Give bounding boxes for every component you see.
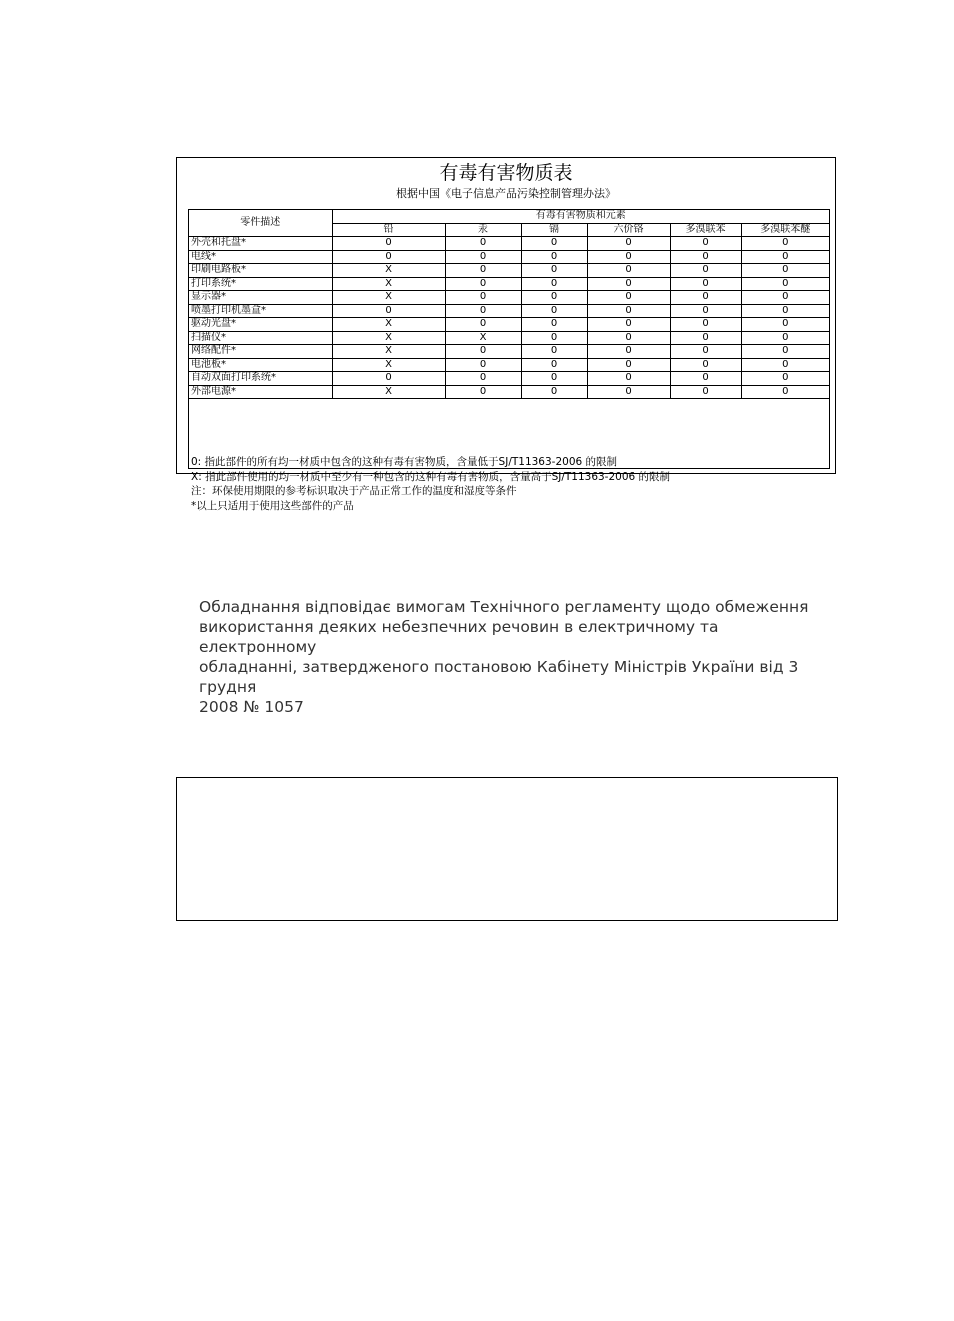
substance-value: X bbox=[445, 331, 521, 345]
part-name: 电线* bbox=[189, 250, 332, 264]
substance-value: 0 bbox=[445, 250, 521, 264]
substance-value: 0 bbox=[521, 372, 587, 386]
substance-value: 0 bbox=[670, 277, 741, 291]
part-name: 印刷电路板* bbox=[189, 264, 332, 278]
substance-value: 0 bbox=[741, 345, 829, 359]
substance-value: 0 bbox=[741, 372, 829, 386]
substance-value: 0 bbox=[445, 345, 521, 359]
substance-value: 0 bbox=[332, 372, 445, 386]
substance-value: 0 bbox=[587, 385, 670, 399]
table-row bbox=[189, 250, 829, 264]
substance-value: 0 bbox=[521, 385, 587, 399]
substance-value: 0 bbox=[521, 345, 587, 359]
part-name: 喷墨打印机墨盒* bbox=[189, 304, 332, 318]
statement-line: використання деяких небезпечних речовин в електричному та електронному bbox=[199, 618, 719, 656]
substance-value: 0 bbox=[741, 237, 829, 251]
table-row bbox=[189, 264, 829, 278]
substance-value: 0 bbox=[332, 250, 445, 264]
substance-header: 汞 bbox=[445, 223, 521, 237]
substance-value: 0 bbox=[521, 277, 587, 291]
table-subtitle: 根据中国《电子信息产品污染控制管理办法》 bbox=[396, 187, 616, 200]
substance-value: 0 bbox=[670, 291, 741, 305]
substance-value: 0 bbox=[587, 291, 670, 305]
substance-value: 0 bbox=[521, 291, 587, 305]
substance-value: X bbox=[332, 358, 445, 372]
substance-value: 0 bbox=[741, 358, 829, 372]
statement-line: 2008 № 1057 bbox=[199, 698, 304, 716]
note-line: 注：环保使用期限的参考标识取决于产品正常工作的温度和湿度等条件 bbox=[191, 485, 517, 497]
substance-header: 镉 bbox=[521, 223, 587, 237]
substance-value: 0 bbox=[741, 264, 829, 278]
substance-value: 0 bbox=[521, 358, 587, 372]
substance-value: 0 bbox=[521, 264, 587, 278]
hazard-table bbox=[189, 210, 829, 399]
substance-value: 0 bbox=[670, 345, 741, 359]
substance-value: 0 bbox=[670, 250, 741, 264]
substance-value: 0 bbox=[332, 304, 445, 318]
substance-value: X bbox=[332, 331, 445, 345]
substance-value: 0 bbox=[445, 264, 521, 278]
table-title: 有毒有害物质表 bbox=[439, 162, 573, 184]
substance-value: 0 bbox=[670, 358, 741, 372]
substance-value: 0 bbox=[741, 250, 829, 264]
substance-value: 0 bbox=[741, 331, 829, 345]
substance-value: 0 bbox=[587, 331, 670, 345]
table-row bbox=[189, 385, 829, 399]
substance-value: 0 bbox=[521, 250, 587, 264]
substance-value: X bbox=[332, 277, 445, 291]
substance-value: 0 bbox=[332, 237, 445, 251]
substance-value: 0 bbox=[587, 345, 670, 359]
substance-value: 0 bbox=[445, 372, 521, 386]
substance-value: 0 bbox=[445, 277, 521, 291]
note-line: 0: 指此部件的所有均一材质中包含的这种有毒有害物质，含量低于SJ/T11363-2006 的限制 bbox=[191, 456, 618, 468]
table-row bbox=[189, 358, 829, 372]
part-name: 打印系统* bbox=[189, 277, 332, 291]
hazardous-substances-table-frame bbox=[176, 157, 836, 512]
substance-value: 0 bbox=[521, 304, 587, 318]
header-row-1 bbox=[189, 210, 829, 223]
table-row bbox=[189, 331, 829, 345]
substance-value: 0 bbox=[670, 318, 741, 332]
table-row bbox=[189, 237, 829, 251]
part-name: 驱动光盘* bbox=[189, 318, 332, 332]
substance-value: 0 bbox=[587, 304, 670, 318]
substance-value: 0 bbox=[445, 318, 521, 332]
substance-value: 0 bbox=[741, 304, 829, 318]
substance-value: 0 bbox=[670, 331, 741, 345]
substance-value: 0 bbox=[741, 318, 829, 332]
empty-frame bbox=[176, 777, 838, 921]
substance-value: 0 bbox=[670, 385, 741, 399]
table-row bbox=[189, 304, 829, 318]
substance-group-header: 有毒有害物质和元素 bbox=[332, 210, 829, 223]
substance-value: 0 bbox=[587, 318, 670, 332]
substance-value: 0 bbox=[445, 304, 521, 318]
table-row bbox=[189, 345, 829, 359]
substance-value: 0 bbox=[521, 318, 587, 332]
substance-header: 多溴联苯 bbox=[670, 223, 741, 237]
substance-value: 0 bbox=[445, 358, 521, 372]
substance-value: 0 bbox=[587, 264, 670, 278]
substance-value: X bbox=[332, 291, 445, 305]
part-name: 网络配件* bbox=[189, 345, 332, 359]
substance-value: 0 bbox=[445, 385, 521, 399]
substance-value: 0 bbox=[521, 237, 587, 251]
substance-value: 0 bbox=[587, 372, 670, 386]
statement-line: Обладнання відповідає вимогам Технічного регламенту щодо обмеження bbox=[199, 598, 809, 616]
part-name: 外部电源* bbox=[189, 385, 332, 399]
substance-value: 0 bbox=[741, 277, 829, 291]
statement-line: обладнанні, затвердженого постановою Кабінету Міністрів України від 3 грудня bbox=[199, 658, 799, 696]
table-row bbox=[189, 372, 829, 386]
note-line: *以上只适用于使用这些部件的产品 bbox=[191, 499, 354, 512]
ukraine-compliance-statement bbox=[199, 597, 819, 717]
substance-header: 多溴联苯醚 bbox=[741, 223, 829, 237]
substance-value: 0 bbox=[670, 264, 741, 278]
note-line: X: 指此部件使用的均一材质中至少有一种包含的这种有毒有害物质，含量高于SJ/T11363-2006 的限制 bbox=[191, 470, 671, 483]
part-column-header: 零件描述 bbox=[189, 210, 332, 237]
substance-value: 0 bbox=[741, 291, 829, 305]
substance-value: 0 bbox=[670, 304, 741, 318]
substance-value: 0 bbox=[521, 331, 587, 345]
substance-value: 0 bbox=[445, 237, 521, 251]
substance-value: 0 bbox=[670, 372, 741, 386]
substance-value: 0 bbox=[741, 385, 829, 399]
substance-value: 0 bbox=[670, 237, 741, 251]
substance-value: X bbox=[332, 318, 445, 332]
substance-value: X bbox=[332, 385, 445, 399]
part-name: 扫描仪* bbox=[189, 331, 332, 345]
table-row bbox=[189, 277, 829, 291]
part-name: 外壳和托盘* bbox=[189, 237, 332, 251]
substance-value: 0 bbox=[587, 277, 670, 291]
table-notes bbox=[191, 455, 670, 513]
substance-value: X bbox=[332, 264, 445, 278]
substance-value: 0 bbox=[445, 291, 521, 305]
substance-header: 铅 bbox=[332, 223, 445, 237]
substance-value: 0 bbox=[587, 237, 670, 251]
part-name: 自动双面打印系统* bbox=[189, 372, 332, 386]
substance-value: X bbox=[332, 345, 445, 359]
table-row bbox=[189, 318, 829, 332]
part-name: 显示器* bbox=[189, 291, 332, 305]
substance-value: 0 bbox=[587, 358, 670, 372]
part-name: 电池板* bbox=[189, 358, 332, 372]
table-row bbox=[189, 291, 829, 305]
substance-header: 六价铬 bbox=[587, 223, 670, 237]
substance-value: 0 bbox=[587, 250, 670, 264]
hazard-table-box bbox=[188, 209, 830, 512]
